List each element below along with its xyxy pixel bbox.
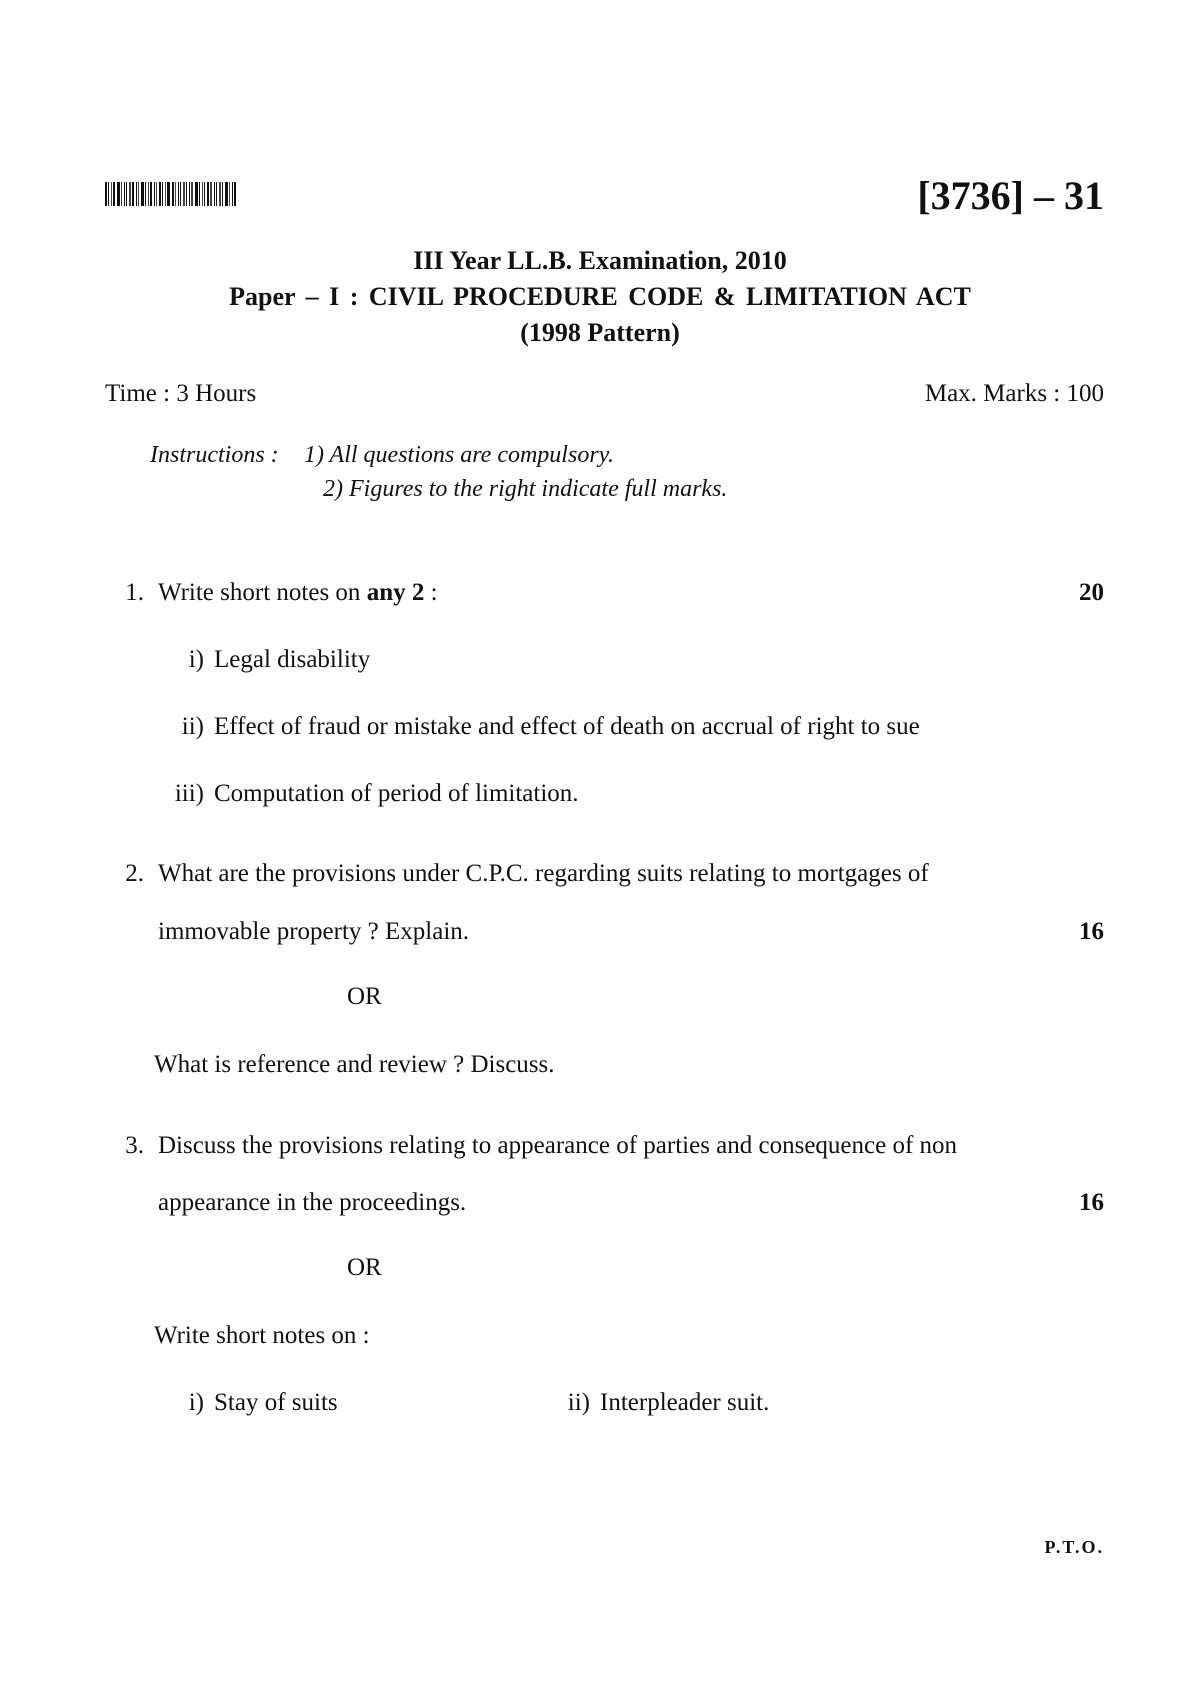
max-marks-label: Max. Marks : 100 [924, 380, 1104, 407]
q1-number: 1. [125, 579, 144, 606]
barcode-bar [204, 182, 205, 206]
barcode-bar [229, 182, 230, 206]
barcode-bar [219, 182, 221, 206]
q2-line-2: immovable property ? Explain. [158, 918, 470, 945]
barcode-bar [199, 182, 200, 206]
instruction-1: 1) All questions are compulsory. [304, 442, 614, 468]
barcode-bar [180, 182, 181, 206]
barcode-bar [138, 182, 139, 206]
barcode-bar [186, 182, 187, 206]
q3-alt: Write short notes on : [154, 1322, 370, 1349]
q1-sub-2-number: ii) [181, 713, 204, 740]
paper-code: [3736] – 31 [917, 173, 1104, 218]
barcode [105, 182, 242, 206]
barcode-bar [195, 182, 198, 206]
q2-or: OR [347, 983, 382, 1010]
barcode-bar [121, 182, 122, 206]
q3-sub-1-number: i) [188, 1389, 204, 1416]
barcode-bar [111, 182, 112, 206]
instructions-label: Instructions : [150, 442, 279, 468]
barcode-bar [214, 182, 215, 206]
q1-sub-3-text: Computation of period of limitation. [214, 780, 579, 807]
instruction-2: 2) Figures to the right indicate full marks. [323, 476, 728, 502]
barcode-bar [117, 182, 120, 206]
q2-alt: What is reference and review ? Discuss. [154, 1051, 555, 1078]
barcode-bar [225, 182, 228, 206]
q1-sub-1-text: Legal disability [214, 646, 371, 673]
barcode-bar [113, 182, 115, 206]
time-label: Time : 3 Hours [105, 380, 257, 407]
barcode-bar [132, 182, 134, 206]
barcode-bar [216, 182, 217, 206]
barcode-bar [162, 182, 163, 206]
q3-sub-2-text: Interpleader suit. [600, 1389, 770, 1416]
barcode-bar [159, 182, 161, 206]
pattern-title: (1998 Pattern) [520, 318, 680, 347]
barcode-bar [222, 182, 223, 206]
pto-label: P.T.O. [1044, 1537, 1104, 1557]
barcode-bar [145, 182, 146, 206]
q3-line-2: appearance in the proceedings. [158, 1189, 467, 1216]
q1-text-bold: any 2 [366, 579, 425, 606]
q3-line-1: Discuss the provisions relating to appearance of parties and consequence of non [158, 1132, 958, 1159]
barcode-bar [207, 182, 209, 206]
barcode-bar [136, 182, 137, 206]
barcode-bar [108, 182, 109, 206]
barcode-bar [191, 182, 193, 206]
barcode-bar [150, 182, 152, 206]
barcode-bar [141, 182, 144, 206]
q1-text-pre: Write short notes on [158, 579, 367, 606]
q2-number: 2. [125, 860, 144, 887]
q2-marks: 16 [1079, 918, 1104, 945]
barcode-bar [129, 182, 131, 206]
barcode-bar [210, 182, 212, 206]
barcode-bar [232, 182, 233, 206]
barcode-bar [148, 182, 149, 206]
barcode-bar [124, 182, 125, 206]
barcode-bar [175, 182, 176, 206]
barcode-bar [167, 182, 170, 206]
barcode-bar [189, 182, 190, 206]
q1-sub-3-number: iii) [174, 780, 204, 807]
barcode-bar [105, 182, 107, 206]
barcode-bar [183, 182, 185, 206]
q1-sub-2-text: Effect of fraud or mistake and effect of death on accrual of right to sue [214, 713, 920, 740]
barcode-bar [234, 182, 236, 206]
barcode-bar [154, 182, 155, 206]
q2-line-1: What are the provisions under C.P.C. regarding suits relating to mortgages of [158, 860, 929, 887]
q1-sub-1-number: i) [188, 646, 204, 673]
q3-marks: 16 [1079, 1189, 1104, 1216]
barcode-bar [178, 182, 179, 206]
paper-title: Paper – I : CIVIL PROCEDURE CODE & LIMITATION ACT [229, 282, 971, 311]
barcode-bar [165, 182, 166, 206]
q1-text-post: : [424, 579, 438, 606]
q1-text [158, 579, 438, 607]
q3-sub-1-text: Stay of suits [214, 1389, 338, 1416]
q3-or: OR [347, 1254, 382, 1281]
exam-title: III Year LL.B. Examination, 2010 [413, 246, 787, 275]
barcode-bar [156, 182, 157, 206]
barcode-bar [202, 182, 203, 206]
q3-number: 3. [125, 1132, 144, 1159]
barcode-bar [172, 182, 174, 206]
q3-sub-2-number: ii) [567, 1389, 590, 1416]
q1-marks: 20 [1079, 579, 1104, 606]
barcode-bar [126, 182, 127, 206]
